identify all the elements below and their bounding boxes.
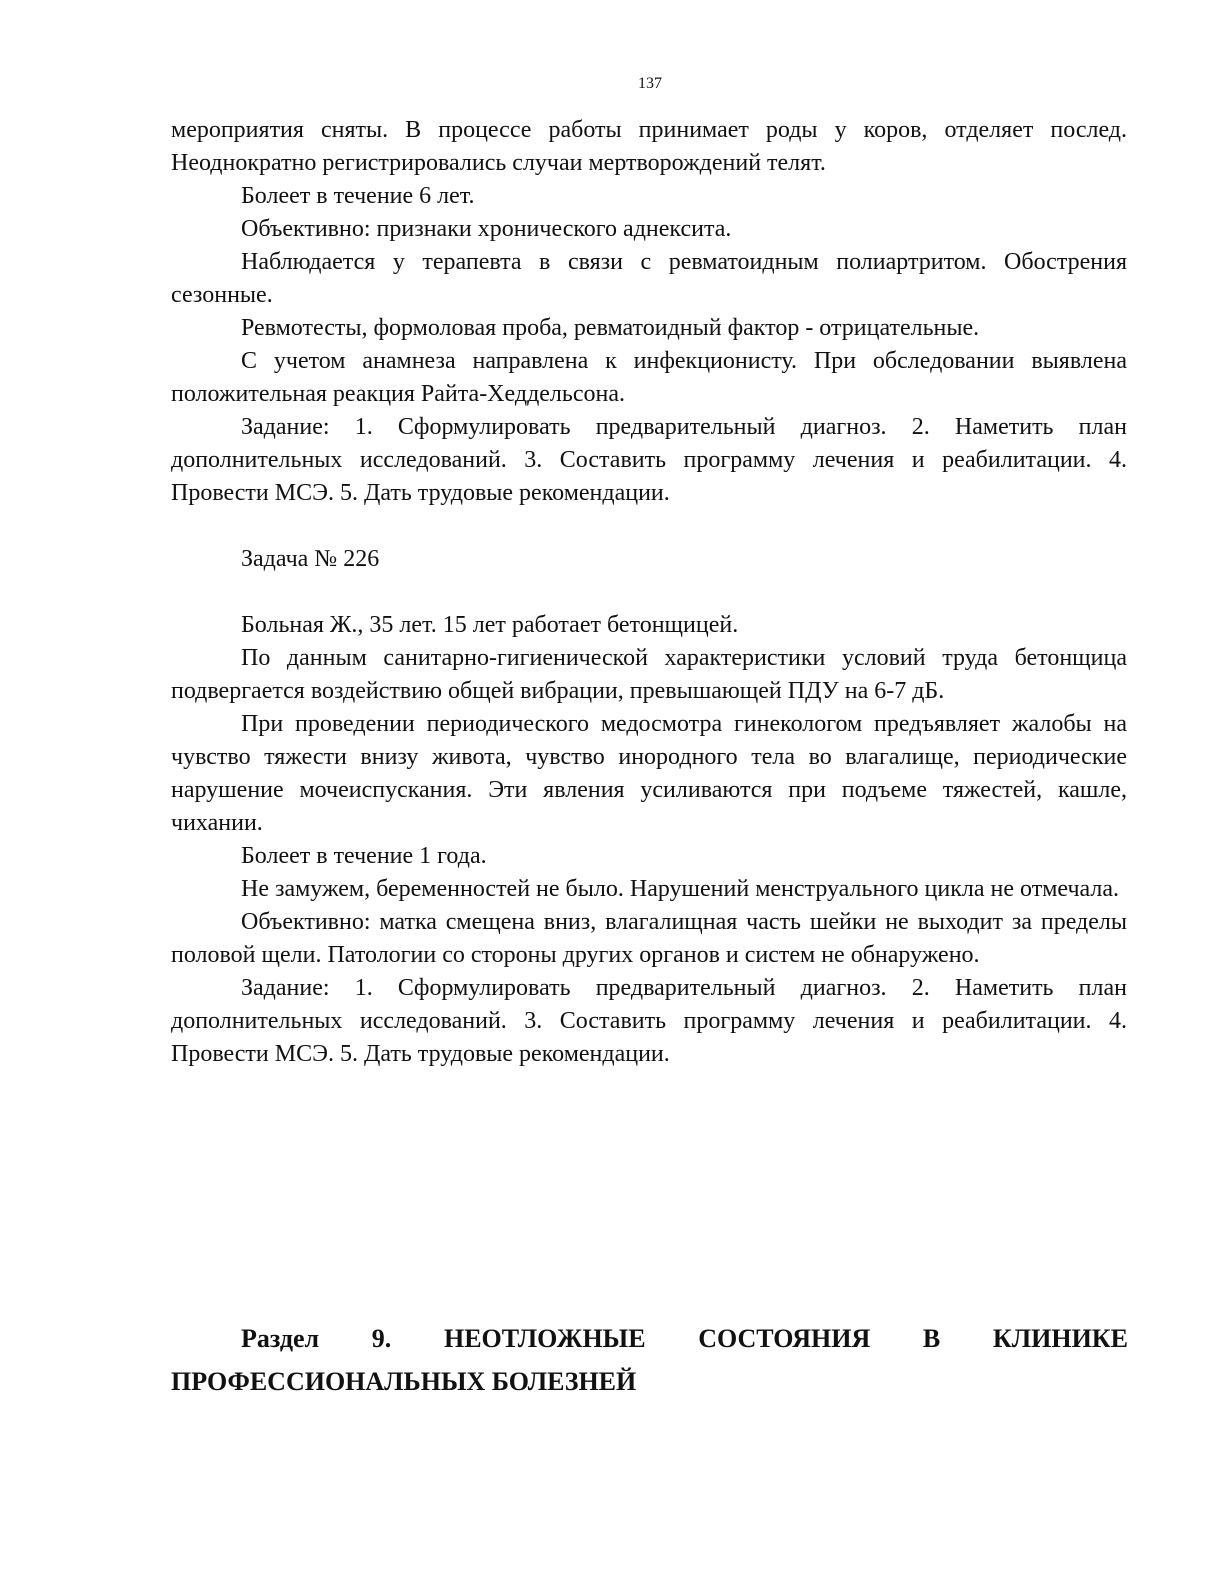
paragraph: Объективно: признаки хронического аднексита. <box>241 216 732 242</box>
paragraph: С учетом анамнеза направлена к инфекционисту. При обследовании выявлена положительная реакция Райта-Хеддельсона. <box>171 348 1127 407</box>
task-assignment: Задание: 1. Сформулировать предварительный диагноз. 2. Наметить план дополнительных исследований. 3. Составить программу лечения и реабилитации. 4. Провести МСЭ. 5. Дать трудовые рекомендации. <box>171 975 1127 1067</box>
case-continuation <box>171 114 1127 510</box>
paragraph: Больная Ж., 35 лет. 15 лет работает бетонщицей. <box>241 612 739 638</box>
paragraph: При проведении периодического медосмотра гинекологом предъявляет жалобы на чувство тяжести внизу живота, чувство инородного тела во влагалище, периодические нарушение мочеиспускания. Эти явления усиливаются при подъеме тяжестей, кашле, чихании. <box>171 711 1127 836</box>
task-title: Задача № 226 <box>241 546 380 572</box>
paragraph: Объективно: матка смещена вниз, влагалищная часть шейки не выходит за пределы половой щели. Патологии со стороны других органов и систем не обнаружено. <box>171 909 1127 968</box>
paragraph: Наблюдается у терапевта в связи с ревматоидным полиартритом. Обострения сезонные. <box>171 249 1127 308</box>
case-226 <box>171 609 1127 1071</box>
page-number: 137 <box>638 75 662 92</box>
paragraph: По данным санитарно-гигиенической характеристики условий труда бетонщица подвергается воздействию общей вибрации, превышающей ПДУ на 6-7 дБ. <box>171 645 1127 704</box>
paragraph: мероприятия сняты. В процессе работы принимает роды у коров, отделяет послед. Неоднократно регистрировались случаи мертворождений телят. <box>171 117 1127 176</box>
document-body <box>171 114 1127 1071</box>
paragraph: Ревмотесты, формоловая проба, ревматоидный фактор - отрицательные. <box>241 315 980 341</box>
task-assignment: Задание: 1. Сформулировать предварительный диагноз. 2. Наметить план дополнительных исследований. 3. Составить программу лечения и реабилитации. 4. Провести МСЭ. 5. Дать трудовые рекомендации. <box>171 414 1127 506</box>
paragraph: Не замужем, беременностей не было. Нарушений менструального цикла не отмечала. <box>241 876 1120 902</box>
section-heading: Раздел 9. НЕОТЛОЖНЫЕ СОСТОЯНИЯ В КЛИНИКЕ ПРОФЕССИОНАЛЬНЫХ БОЛЕЗНЕЙ <box>171 1324 1128 1396</box>
paragraph: Болеет в течение 1 года. <box>241 843 487 869</box>
paragraph: Болеет в течение 6 лет. <box>241 183 475 209</box>
